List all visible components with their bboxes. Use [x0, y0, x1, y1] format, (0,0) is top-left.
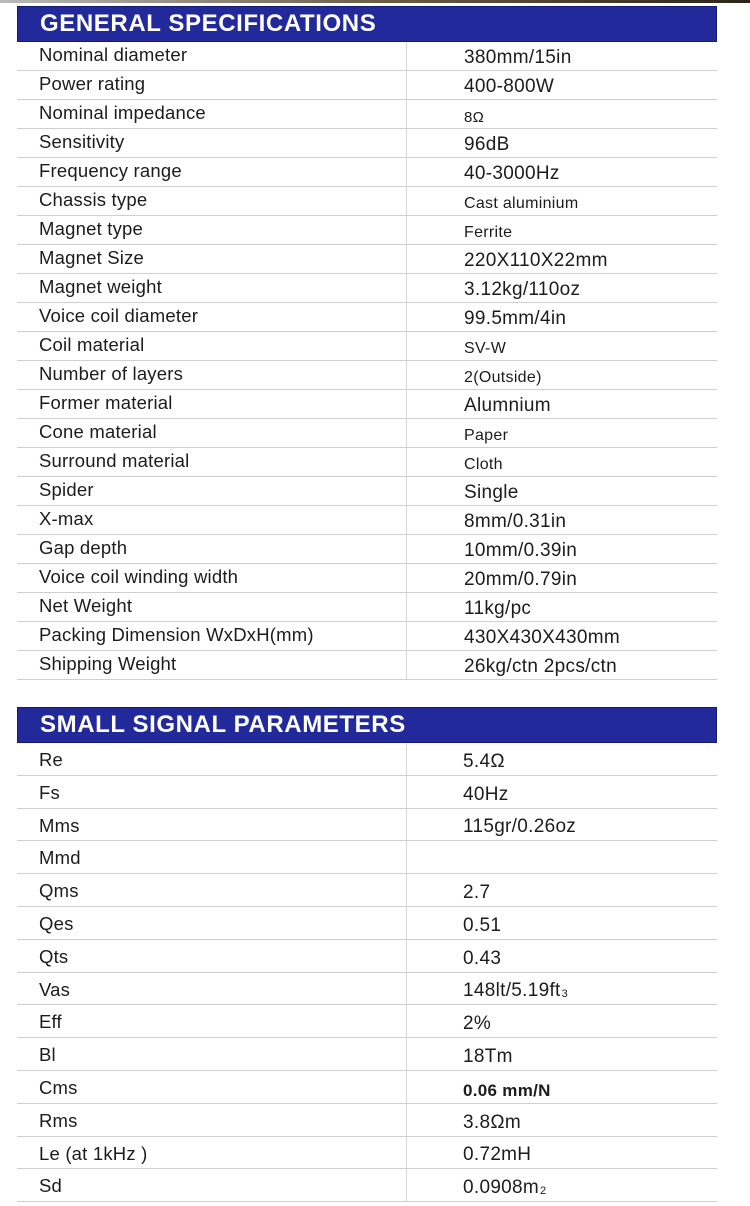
row-value-text: 0.0908m	[463, 1177, 540, 1199]
table-row	[17, 332, 717, 361]
row-label: Le (at 1kHz )	[17, 1137, 407, 1169]
row-label: Spider	[17, 477, 407, 505]
row-value-text: Cloth	[464, 456, 503, 473]
row-label: Number of layers	[17, 361, 407, 389]
table-row	[17, 245, 717, 274]
row-value-text: 10mm/0.39in	[464, 540, 578, 561]
row-value-text: 430X430X430mm	[464, 627, 621, 648]
row-label: Voice coil diameter	[17, 303, 407, 331]
row-label: Qts	[17, 940, 407, 972]
row-value-text: 18Tm	[463, 1045, 513, 1067]
row-value	[407, 42, 717, 70]
row-label: Sensitivity	[17, 129, 407, 157]
row-value	[407, 419, 717, 447]
general-specifications-section	[17, 6, 717, 680]
top-decorative-rule	[0, 0, 750, 3]
table-row	[17, 42, 717, 71]
table-row	[17, 809, 717, 842]
row-value-text: 8mm/0.31in	[464, 511, 567, 532]
row-value	[407, 448, 717, 476]
row-value-text: 40Hz	[463, 783, 509, 805]
row-value	[407, 874, 717, 906]
row-label: Mms	[17, 809, 407, 841]
table-row	[17, 100, 717, 129]
row-value	[407, 809, 717, 841]
table-row	[17, 477, 717, 506]
row-value-text: 0.06 mm/N	[463, 1080, 551, 1100]
unit-exponent: 2	[540, 1185, 547, 1198]
row-value-text: 99.5mm/4in	[464, 308, 567, 329]
unit-exponent: 3	[561, 988, 569, 1001]
section-title: SMALL SIGNAL PARAMETERS	[40, 711, 406, 738]
table-row	[17, 841, 717, 874]
row-value	[407, 1005, 717, 1037]
row-value-text: 2.7	[463, 881, 491, 903]
table-row	[17, 874, 717, 907]
row-value-text: SV-W	[464, 340, 507, 357]
row-label: Cone material	[17, 419, 407, 447]
row-value	[407, 332, 717, 360]
row-value-text: 20mm/0.79in	[464, 569, 578, 590]
row-label: Re	[17, 743, 407, 775]
table-row	[17, 907, 717, 940]
table-row	[17, 651, 717, 680]
row-value-text: 5.4Ω	[463, 750, 505, 772]
table-row	[17, 1104, 717, 1137]
row-value	[407, 129, 717, 157]
table-row	[17, 274, 717, 303]
table-row	[17, 158, 717, 187]
row-value	[407, 1038, 717, 1070]
row-value-text: Paper	[464, 427, 509, 444]
row-value-text: 8Ω	[464, 109, 485, 126]
table-row	[17, 390, 717, 419]
small-signal-parameters-section	[17, 707, 717, 1202]
row-value	[407, 158, 717, 186]
row-value-text: 2%	[463, 1013, 492, 1035]
row-label: Net Weight	[17, 593, 407, 621]
row-value	[407, 651, 717, 679]
row-value	[407, 535, 717, 563]
row-value	[407, 1169, 717, 1201]
table-row	[17, 743, 717, 776]
table-row	[17, 361, 717, 390]
row-value	[407, 100, 717, 128]
table-row	[17, 535, 717, 564]
row-label: Magnet weight	[17, 274, 407, 302]
parameter-table	[17, 743, 717, 1202]
row-value	[407, 506, 717, 534]
table-row	[17, 419, 717, 448]
section-title: GENERAL SPECIFICATIONS	[40, 10, 377, 37]
section-header	[17, 707, 717, 743]
row-value-text: Alumnium	[464, 395, 551, 416]
row-value-text: 220X110X22mm	[464, 250, 608, 271]
row-value	[407, 973, 717, 1005]
table-row	[17, 129, 717, 158]
row-label: Former material	[17, 390, 407, 418]
row-label: Rms	[17, 1104, 407, 1136]
row-label: Magnet Size	[17, 245, 407, 273]
table-row	[17, 187, 717, 216]
section-header	[17, 6, 717, 42]
row-label: Fs	[17, 776, 407, 808]
spec-table	[17, 42, 717, 680]
row-value	[407, 274, 717, 302]
row-value	[407, 776, 717, 808]
row-value	[407, 622, 717, 650]
row-label: Eff	[17, 1005, 407, 1037]
table-row	[17, 71, 717, 100]
row-value	[407, 390, 717, 418]
row-value	[407, 1137, 717, 1169]
row-label: X-max	[17, 506, 407, 534]
row-value	[407, 71, 717, 99]
row-label: Nominal impedance	[17, 100, 407, 128]
row-label: Sd	[17, 1169, 407, 1201]
table-row	[17, 1137, 717, 1170]
table-row	[17, 940, 717, 973]
row-value	[407, 907, 717, 939]
row-value-text: 0.72mH	[463, 1144, 532, 1166]
row-value-text: Cast aluminium	[464, 195, 579, 212]
row-value	[407, 245, 717, 273]
table-row	[17, 593, 717, 622]
row-value	[407, 187, 717, 215]
row-label: Nominal diameter	[17, 42, 407, 70]
row-label: Coil material	[17, 332, 407, 360]
row-label: Vas	[17, 973, 407, 1005]
row-value-text: 115gr/0.26oz	[463, 816, 577, 838]
row-value-text: 96dB	[464, 134, 510, 155]
row-value-text: 3.12kg/110oz	[464, 279, 581, 300]
row-label: Shipping Weight	[17, 651, 407, 679]
row-label: Mmd	[17, 841, 407, 873]
row-label: Gap depth	[17, 535, 407, 563]
row-value	[407, 1104, 717, 1136]
row-label: Frequency range	[17, 158, 407, 186]
row-value-text: 148lt/5.19ft	[463, 980, 561, 1002]
table-row	[17, 448, 717, 477]
row-label: Chassis type	[17, 187, 407, 215]
row-value	[407, 1071, 717, 1103]
row-label: Qms	[17, 874, 407, 906]
table-row	[17, 1071, 717, 1104]
table-row	[17, 303, 717, 332]
row-value-text: 0.43	[463, 947, 502, 969]
row-value-text: 2(Outside)	[464, 369, 542, 386]
table-row	[17, 622, 717, 651]
row-value-text: 380mm/15in	[464, 47, 572, 68]
row-label: Packing Dimension WxDxH(mm)	[17, 622, 407, 650]
row-value	[407, 841, 717, 873]
row-value-text: 400-800W	[464, 76, 555, 97]
row-value-text: 0.51	[463, 914, 502, 936]
table-row	[17, 1005, 717, 1038]
row-value-text: 11kg/pc	[464, 598, 532, 619]
row-value-text: Ferrite	[464, 224, 513, 241]
row-value	[407, 743, 717, 775]
row-label: Bl	[17, 1038, 407, 1070]
row-label: Cms	[17, 1071, 407, 1103]
row-value-text: Single	[464, 482, 519, 503]
table-row	[17, 564, 717, 593]
table-row	[17, 1169, 717, 1202]
row-label: Power rating	[17, 71, 407, 99]
row-value	[407, 477, 717, 505]
row-value-text: 26kg/ctn 2pcs/ctn	[464, 656, 617, 677]
table-row	[17, 776, 717, 809]
table-row	[17, 216, 717, 245]
table-row	[17, 1038, 717, 1071]
row-value	[407, 303, 717, 331]
row-label: Voice coil winding width	[17, 564, 407, 592]
table-row	[17, 506, 717, 535]
row-value	[407, 216, 717, 244]
row-value-text: 40-3000Hz	[464, 163, 560, 184]
row-value	[407, 564, 717, 592]
row-label: Magnet type	[17, 216, 407, 244]
row-value	[407, 361, 717, 389]
row-label: Surround material	[17, 448, 407, 476]
row-value-text: 3.8Ωm	[463, 1111, 521, 1133]
row-value	[407, 593, 717, 621]
row-label: Qes	[17, 907, 407, 939]
table-row	[17, 973, 717, 1006]
row-value	[407, 940, 717, 972]
